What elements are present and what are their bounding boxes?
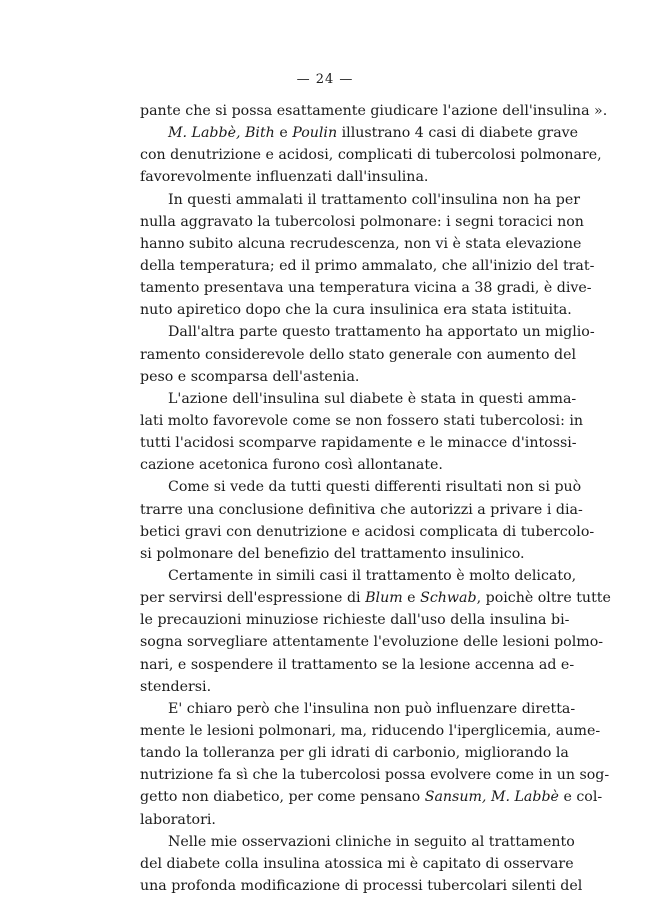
text-segment: Nelle mie osservazioni cliniche in seguito al trattamento: [168, 833, 575, 850]
paragraph: [140, 100, 608, 122]
text-segment: nulla aggravato la tubercolosi polmonare: i segni toracici non: [140, 213, 584, 230]
text-line: [140, 831, 575, 853]
text-line: [140, 211, 584, 233]
text-line: [140, 631, 604, 653]
text-segment: trarre una conclusione definitiva che autorizzi a privare i dia-: [140, 501, 583, 518]
text-segment: Certamente in simili casi il trattamento è molto delicato,: [168, 567, 577, 584]
text-line: [140, 366, 558, 388]
paragraph: [140, 189, 595, 322]
text-segment: una profonda modificazione di processi tubercolari silenti del: [140, 877, 583, 894]
text-segment: nuto apiretico dopo che la cura insulinica era stata istituita.: [140, 302, 572, 319]
text-segment: favorevolmente influenzati dall'insulina.: [140, 169, 429, 186]
text-segment: illustrano 4 casi di diabete grave: [337, 125, 579, 142]
text-segment: del diabete colla insulina atossica mi è capitato di osservare: [140, 855, 574, 872]
paragraph: [140, 388, 584, 477]
text-segment: per servirsi dell'espressione di: [140, 590, 366, 607]
text-segment: tamento presentava una temperatura vicina a 38 gradi, è dive-: [140, 280, 592, 297]
text-line: [140, 388, 577, 410]
text-segment: tutti l'acidosi scomparve rapidamente e le minacce d'intossi-: [140, 435, 577, 452]
paragraph: [140, 831, 583, 897]
text-segment: pante che si possa esattamente giudicare l'azione dell'insulina ».: [140, 103, 608, 119]
text-line: [140, 410, 584, 432]
paragraph: [140, 476, 595, 565]
text-line: [140, 476, 582, 498]
text-line: [140, 144, 602, 166]
text-line: [140, 166, 558, 188]
text-segment: cazione acetonica furono così allontanate.: [140, 457, 443, 474]
text-segment: e: [274, 125, 293, 142]
text-line: [140, 277, 592, 299]
text-segment: e: [402, 590, 421, 607]
text-segment: betici gravi con denutrizione e acidosi complicata di tubercolo-: [140, 523, 595, 540]
text-line: [140, 654, 575, 676]
text-segment: lati molto favorevole come se non fossero stati tubercolosi: in: [140, 412, 584, 429]
text-segment: getto non diabetico, per come pensano: [140, 789, 425, 806]
text-line: [140, 321, 595, 343]
text-line: [140, 100, 608, 122]
text-line: [140, 499, 583, 521]
text-segment: nari, e sospendere il trattamento se la lesione accenna ad e-: [140, 656, 575, 673]
text-line: [140, 233, 582, 255]
italic-name: Poulin: [292, 125, 338, 142]
text-line: [140, 720, 601, 742]
text-line: [140, 587, 611, 609]
text-line: [140, 122, 579, 144]
text-segment: , poichè oltre tutte: [476, 590, 611, 607]
text-segment: Dall'altra parte questo trattamento ha apportato un miglio-: [168, 324, 595, 341]
text-segment: stendersi.: [140, 678, 212, 695]
text-segment: tando la tolleranza per gli idrati di carbonio, migliorando la: [140, 745, 569, 762]
paragraph: [140, 565, 611, 698]
italic-name: M. Labbè, Bith: [168, 125, 275, 142]
paragraph: [140, 122, 602, 188]
text-segment: Come si vede da tutti questi differenti risultati non si può: [168, 479, 582, 496]
text-line: [140, 698, 576, 720]
text-line: [140, 742, 569, 764]
text-line: [140, 786, 603, 808]
text-segment: con denutrizione e acidosi, complicati di tubercolosi polmonare,: [140, 147, 602, 164]
text-line: [140, 189, 581, 211]
text-line: [140, 565, 577, 587]
text-segment: In questi ammalati il trattamento coll'insulina non ha per: [168, 191, 581, 208]
text-line: [140, 299, 572, 321]
text-line: [140, 609, 570, 631]
text-segment: si polmonare del benefizio del trattamento insulinico.: [140, 545, 525, 562]
text-line: [140, 764, 610, 786]
body-text: [140, 100, 611, 897]
italic-name: Blum: [365, 590, 403, 607]
text-segment: laboratori.: [140, 811, 216, 828]
italic-name: Schwab: [420, 590, 477, 607]
text-segment: E' chiaro però che l'insulina non può influenzare diretta-: [168, 700, 576, 717]
text-line: [140, 543, 558, 565]
text-line: [140, 853, 574, 875]
text-line: [140, 875, 583, 897]
text-line: [140, 676, 558, 698]
text-segment: mente le lesioni polmonari, ma, riducendo l'iperglicemia, aume-: [140, 722, 601, 739]
text-line: [140, 255, 595, 277]
text-line: [140, 344, 577, 366]
italic-name: Sansum, M. Labbè: [424, 789, 559, 806]
text-line: [140, 432, 577, 454]
text-segment: ramento considerevole dello stato generale con aumento del: [140, 346, 577, 363]
text-segment: e col-: [558, 789, 603, 806]
text-segment: nutrizione fa sì che la tubercolosi possa evolvere come in un sog-: [140, 767, 610, 784]
paragraph: [140, 698, 610, 831]
text-segment: della temperatura; ed il primo ammalato, che all'inizio del trat-: [140, 257, 595, 274]
paragraph: [140, 321, 595, 387]
text-line: [140, 521, 595, 543]
page-number: — 24 —: [296, 72, 354, 87]
text-line: [140, 809, 558, 831]
text-segment: le precauzioni minuziose richieste dall'uso della insulina bi-: [140, 612, 570, 629]
text-segment: sogna sorvegliare attentamente l'evoluzione delle lesioni polmo-: [140, 634, 604, 651]
text-segment: hanno subito alcuna recrudescenza, non vi è stata elevazione: [140, 235, 582, 252]
text-line: [140, 454, 558, 476]
text-segment: peso e scomparsa dell'astenia.: [140, 368, 360, 385]
text-segment: L'azione dell'insulina sul diabete è stata in questi amma-: [168, 390, 577, 407]
